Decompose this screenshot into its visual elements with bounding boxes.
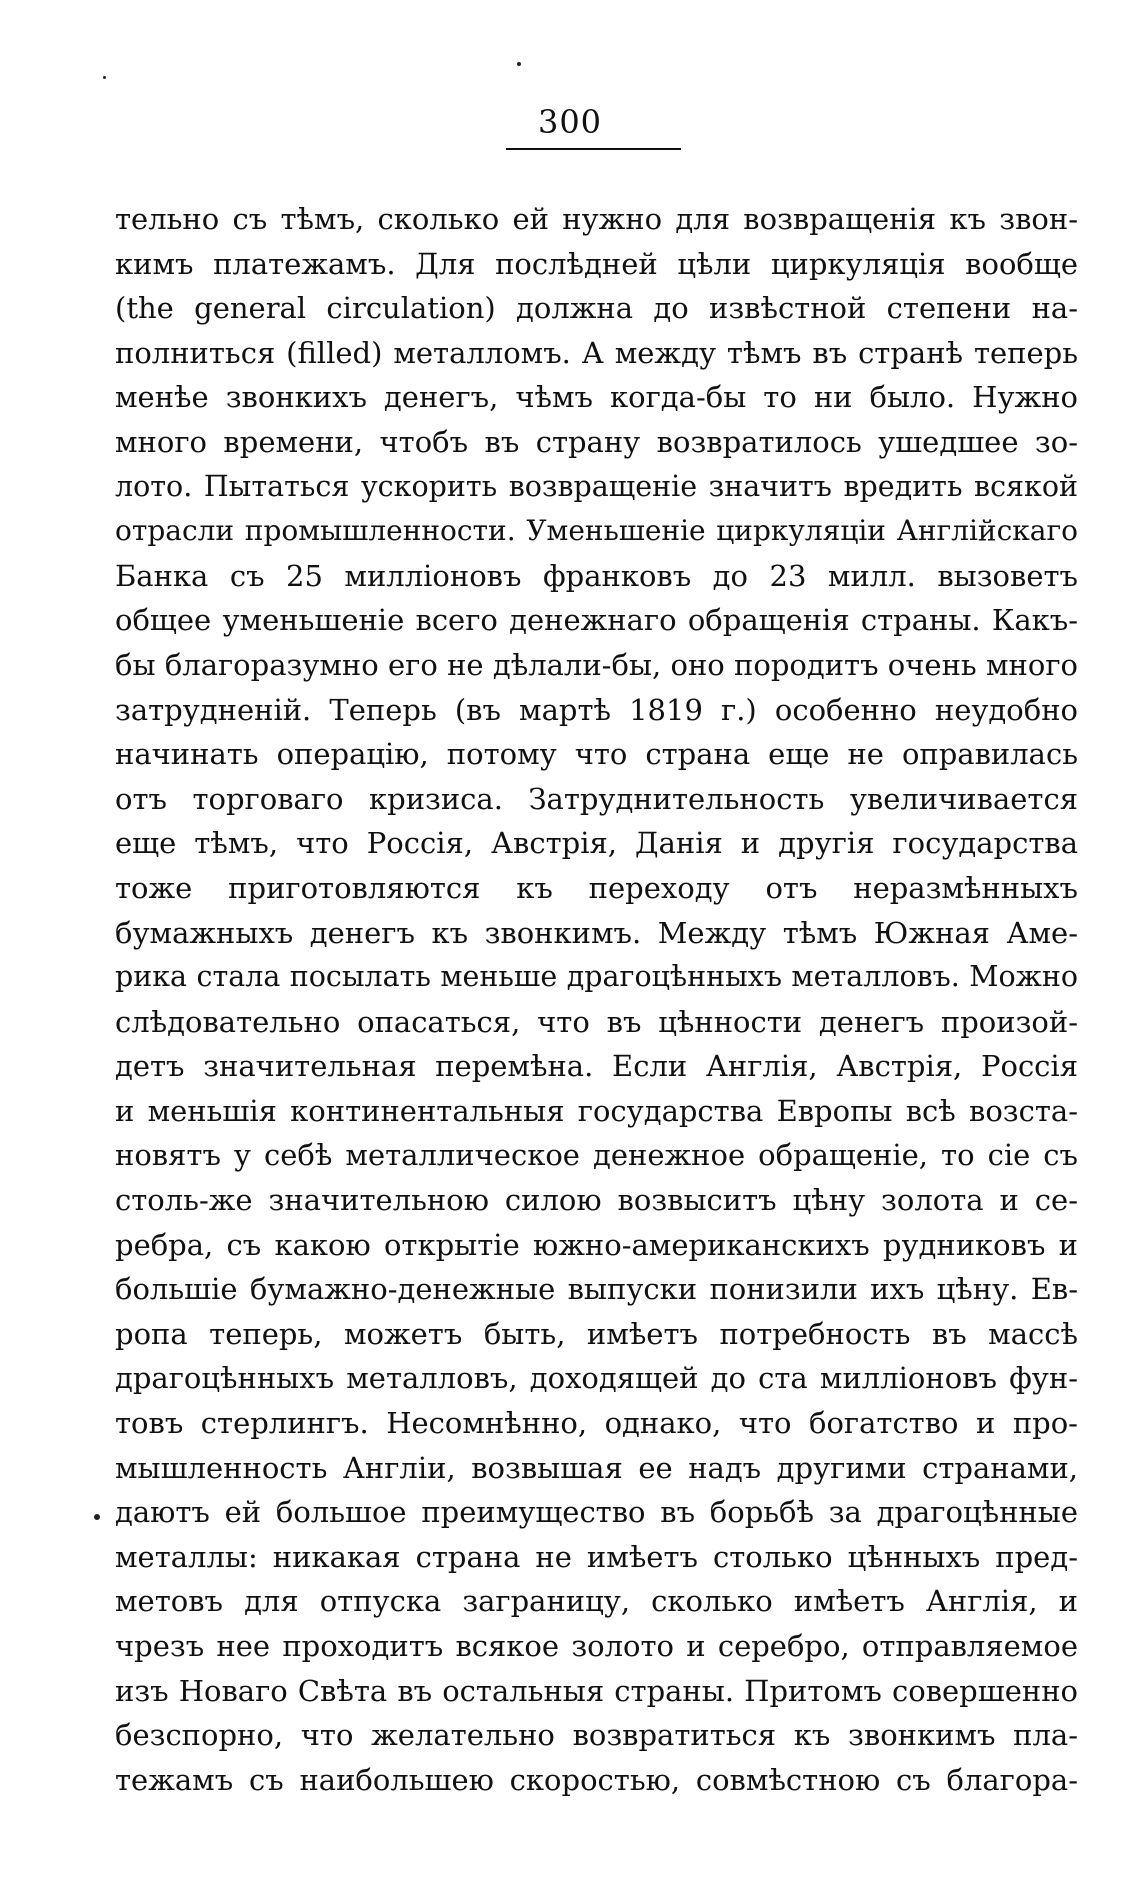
margin-mark (94, 1514, 100, 1520)
text-line: отрасли промышленности. Уменьшеніе циркуляціи Англійскаго (115, 514, 1078, 548)
text-line: детъ значительная перемѣна. Если Англія, Австрія, Россія (115, 1049, 1078, 1084)
text-line: менѣе звонкихъ денегъ, чѣмъ когда-бы то ни было. Нужно (115, 380, 1078, 415)
text-line: лото. Пытаться ускорить возвращеніе значитъ вредить всякой (115, 469, 1078, 503)
text-line: общее уменьшеніе всего денежнаго обращенія страны. Какъ- (115, 603, 1078, 638)
text-line: столь-же значительною силою возвыситъ цѣну золота и се- (115, 1183, 1078, 1218)
text-line: ропа теперь, можетъ быть, имѣетъ потребность въ массѣ (115, 1316, 1078, 1351)
text-line: даютъ ей большое преимущество въ борьбѣ за драгоцѣнные (115, 1495, 1078, 1530)
text-line: металлы: никакая страна не имѣетъ столько цѣнныхъ пред- (115, 1539, 1078, 1574)
text-line: затрудненій. Теперь (въ мартѣ 1819 г.) особенно неудобно (115, 692, 1078, 727)
text-line: бумажныхъ денегъ къ звонкимъ. Между тѣмъ Южная Аме- (115, 915, 1078, 950)
text-line: тежамъ съ наибольшею скоростью, совмѣстною съ благора- (115, 1762, 1078, 1797)
text-line: изъ Новаго Свѣта въ остальныя страны. Притомъ совершенно (115, 1673, 1078, 1708)
text-line: ребра, съ какою открытіе южно-американскихъ рудниковъ и (115, 1227, 1078, 1262)
text-line: полниться (filled) металломъ. А между тѣмъ въ странѣ теперь (115, 335, 1078, 370)
text-line: начинать операцію, потому что страна еще не оправилась (115, 737, 1078, 772)
text-line: большіе бумажно-денежные выпуски понизили ихъ цѣну. Ев- (115, 1272, 1078, 1307)
text-line: много времени, чтобъ въ страну возвратилось ушедшее зо- (115, 424, 1078, 459)
page-number: 300 (537, 103, 603, 141)
text-line: драгоцѣнныхъ металловъ, доходящей до ста милліоновъ фун- (115, 1361, 1078, 1396)
text-line: кимъ платежамъ. Для послѣдней цѣли циркуляція вообще (115, 246, 1078, 281)
text-line: и меньшія континентальныя государства Европы всѣ возста- (115, 1093, 1078, 1128)
text-line: рика стала посылать меньше драгоцѣнныхъ металловъ. Можно (115, 960, 1078, 994)
text-line: бы благоразумно его не дѣлали-бы, оно породитъ очень много (115, 647, 1078, 682)
text-line: (the general circulation) должна до извѣстной степени на- (115, 291, 1078, 326)
body-text (115, 197, 1078, 1802)
text-line: тельно съ тѣмъ, сколько ей нужно для возвращенія къ звон- (115, 202, 1078, 236)
text-line: чрезъ нее проходитъ всякое золото и серебро, отправляемое (115, 1629, 1078, 1663)
text-line: товъ стерлингъ. Несомнѣнно, однако, что богатство и про- (115, 1406, 1078, 1441)
text-line: мышленность Англіи, возвышая ее надъ другими странами, (115, 1450, 1078, 1485)
header-rule (506, 148, 681, 150)
text-line: отъ торговаго кризиса. Затруднительность увеличивается (115, 781, 1078, 816)
text-line: метовъ для отпуска заграницу, сколько имѣетъ Англія, и (115, 1584, 1078, 1619)
text-line: тоже приготовляются къ переходу отъ неразмѣнныхъ (115, 870, 1078, 905)
text-line: новятъ у себѣ металлическое денежное обращеніе, то сіе съ (115, 1138, 1078, 1173)
print-speck (103, 76, 106, 79)
text-line: безспорно, что желательно возвратиться къ звонкимъ пла- (115, 1718, 1078, 1753)
text-line: еще тѣмъ, что Россія, Австрія, Данія и другія государства (115, 826, 1078, 861)
text-line: слѣдовательно опасаться, что въ цѣнности денегъ произой- (115, 1004, 1078, 1039)
text-line: Банка съ 25 милліоновъ франковъ до 23 милл. вызоветъ (115, 558, 1078, 593)
print-speck (517, 62, 521, 66)
